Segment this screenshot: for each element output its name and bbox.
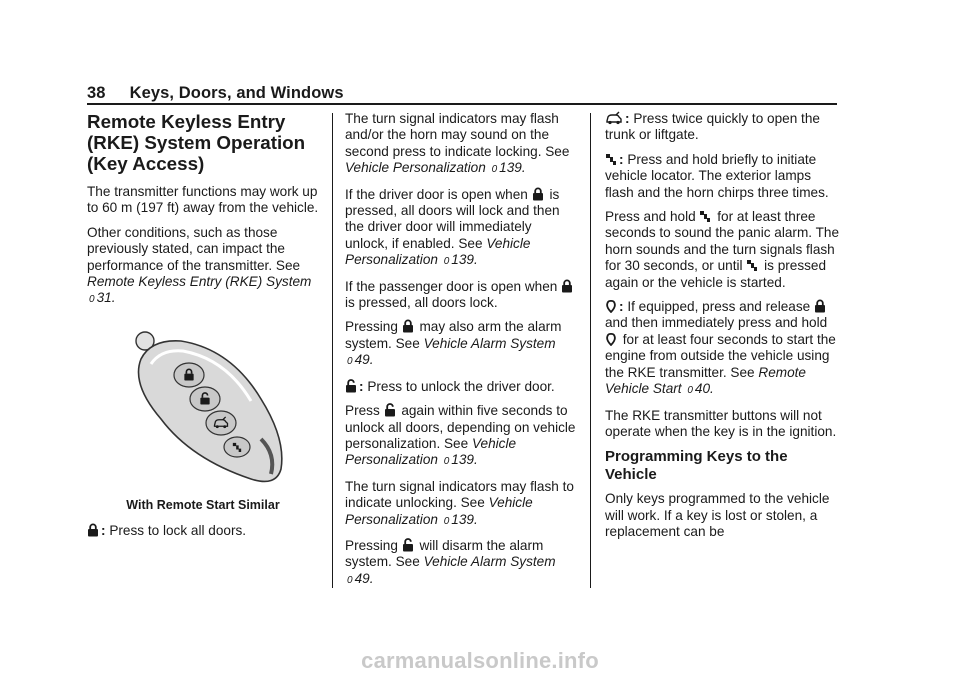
paragraph-text: is pressed again or the vehicle is started. (605, 258, 827, 290)
column-2 (345, 111, 577, 597)
trunk-icon (605, 111, 623, 125)
paragraph-text: and then immediately press and hold (605, 315, 828, 331)
paragraph-text: Pressing (345, 319, 398, 335)
reference-title: Remote Vehicle Start (605, 364, 806, 397)
horn-icon (605, 152, 617, 166)
page-ref-arrow-icon: 0 (89, 294, 95, 306)
label-colon: : (101, 523, 106, 539)
reference-title: Remote Keyless Entry (RKE) System (87, 274, 312, 290)
lock-icon (87, 523, 99, 537)
paragraph (345, 187, 577, 271)
paragraph (345, 403, 577, 471)
label-colon: : (625, 111, 630, 126)
locator-description-text: Press and hold briefly to initiate vehicle locator. The exterior lamps flash and the horn chirps three times. (605, 151, 829, 200)
reference-page: 49 (354, 352, 370, 368)
header-rule (87, 103, 837, 105)
column-3 (605, 111, 840, 549)
paragraph-text: Press and hold (605, 209, 696, 225)
reference-page: 139 (499, 160, 522, 176)
unlock-icon (384, 403, 396, 417)
cross-reference-link[interactable]: Vehicle Personalization 0 139. (345, 235, 531, 268)
reference-page: 139 (451, 511, 474, 527)
lock-icon (561, 279, 573, 293)
horn-icon (699, 209, 711, 223)
lock-button-description (87, 523, 319, 539)
label-colon: : (619, 299, 624, 315)
page-ref-arrow-icon: 0 (687, 385, 693, 397)
page-header (87, 84, 837, 103)
reference-page: 139 (451, 452, 474, 468)
paragraph-text: will disarm the alarm system. See (345, 537, 544, 570)
label-colon: : (359, 378, 364, 394)
paragraph-text: If the passenger door is open when (345, 278, 558, 294)
trunk-description-text: Press twice quickly to open the trunk or liftgate. (605, 111, 820, 143)
column-divider (590, 113, 591, 588)
paragraph (87, 225, 319, 309)
remote-start-icon (605, 299, 617, 313)
unlock-icon (345, 379, 357, 393)
paragraph: The transmitter functions may work up to 60 m (197 ft) away from the vehicle. (87, 184, 319, 216)
cross-reference-link[interactable]: Vehicle Personalization 0 139. (345, 435, 517, 468)
paragraph-text: The turn signal indicators may flash and/or the horn may sound on the second press to indicate locking. See (345, 111, 570, 159)
page-ref-arrow-icon: 0 (443, 256, 450, 268)
page-ref-arrow-icon: 0 (347, 356, 353, 368)
paragraph-text: for at least four seconds to start the engine from outside the vehicle using the RKE transmitter. See (605, 331, 836, 380)
reference-title: Vehicle Personalization (345, 235, 531, 268)
paragraph-text: for at least three seconds to sound the panic alarm. The horn sounds and the turn signals flash for 30 seconds, or until (605, 209, 840, 274)
reference-page: 49 (354, 570, 370, 586)
label-colon: : (619, 151, 624, 167)
paragraph (345, 538, 577, 589)
lock-icon (402, 319, 414, 333)
cross-reference-link[interactable]: Remote Vehicle Start 0 40. (605, 364, 806, 397)
cross-reference-link[interactable]: Remote Keyless Entry (RKE) System 0 31. (87, 274, 312, 306)
paragraph-text: Press (345, 403, 380, 419)
reference-page: 31 (96, 290, 112, 306)
paragraph (345, 111, 577, 179)
page-number: 38 (87, 84, 106, 102)
cross-reference-link[interactable]: Vehicle Personalization 0 139. (345, 160, 526, 176)
paragraph-text: may also arm the alarm system. See (345, 319, 562, 351)
locator-button-description (605, 152, 840, 201)
column-divider (332, 113, 333, 588)
remote-start-description (605, 299, 840, 399)
reference-title: Vehicle Alarm System (423, 335, 556, 351)
cross-reference-link[interactable]: Vehicle Alarm System 0 49. (347, 554, 556, 586)
reference-page: 139 (451, 252, 474, 268)
paragraph-text: The turn signal indicators may flash to indicate unlocking. See (345, 478, 574, 511)
page-ref-arrow-icon: 0 (443, 515, 450, 527)
reference-title: Vehicle Alarm System (423, 554, 556, 570)
unlock-button-description (345, 379, 577, 395)
lock-description-text: Press to lock all doors. (109, 523, 247, 539)
reference-title: Vehicle Personalization (345, 160, 486, 176)
reference-title: Vehicle Personalization (345, 435, 517, 468)
paragraph-text: is pressed, all doors lock. (345, 295, 498, 311)
paragraph (345, 319, 577, 370)
page-ref-arrow-icon: 0 (491, 164, 498, 176)
paragraph-text: Other conditions, such as those previously stated, can impact the performance of the transmitter. See (87, 224, 301, 273)
paragraph-text: again within five seconds to unlock all doors, depending on vehicle personalization. See (345, 403, 576, 451)
reference-title: Vehicle Personalization (345, 495, 533, 527)
heading-line-3: (Key Access) (87, 153, 205, 174)
cross-reference-link[interactable]: Vehicle Personalization 0 139. (345, 495, 533, 527)
paragraph-text: Pressing (345, 537, 398, 553)
unlock-icon (402, 538, 414, 552)
key-fob-illustration (111, 319, 291, 489)
heading-line-2: (RKE) System Operation (87, 132, 306, 153)
column-1 (87, 111, 319, 548)
paragraph (345, 279, 577, 312)
trunk-button-description (605, 111, 840, 144)
horn-icon (746, 258, 758, 272)
lock-icon (532, 187, 544, 201)
paragraph-text: If the driver door is open when (345, 186, 528, 202)
watermark: carmanualsonline.info (361, 648, 599, 673)
paragraph: The RKE transmitter buttons will not operate when the key is in the ignition. (605, 407, 837, 439)
heading-line-1: Remote Keyless Entry (87, 111, 286, 132)
page-ref-arrow-icon: 0 (347, 574, 353, 586)
cross-reference-link[interactable]: Vehicle Alarm System 0 49. (347, 335, 556, 368)
paragraph-text: If equipped, press and release (627, 299, 811, 315)
paragraph: Only keys programmed to the vehicle will work. If a key is lost or stolen, a replacement can be (605, 491, 830, 540)
unlock-description-text: Press to unlock the driver door. (367, 378, 555, 394)
reference-page: 40 (694, 381, 711, 397)
paragraph-text: is pressed, all doors will lock and then the driver door will immediately unlock, if enabled. See (345, 186, 560, 251)
subsection-heading: Programming Keys to the Vehicle (605, 448, 788, 484)
figure-caption: With Remote Start Similar (126, 497, 280, 512)
header-title (87, 84, 837, 103)
paragraph (345, 479, 577, 530)
remote-start-icon (605, 332, 617, 346)
lock-icon (814, 299, 826, 313)
paragraph (605, 209, 840, 291)
page-ref-arrow-icon: 0 (443, 456, 450, 468)
section-heading (87, 111, 319, 174)
section-title: Keys, Doors, and Windows (129, 84, 344, 102)
